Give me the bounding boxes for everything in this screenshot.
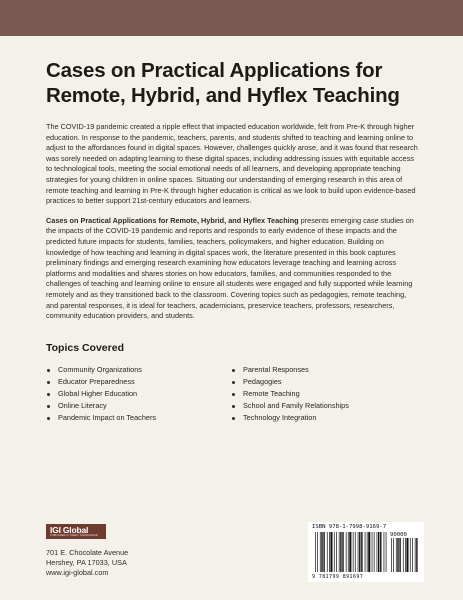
barcode-bar — [367, 532, 368, 572]
barcode-bar — [393, 538, 394, 572]
topic-item: Pedagogies — [231, 376, 349, 388]
barcode-bar — [317, 532, 318, 572]
description-paragraph-2-text: presents emerging case studies on the impacts of the COVID-19 pandemic and reports and responds to early evidence of these impacts and the predicted future impacts for students, families, teachers, policymakers, and higher education. Building on knowledge of how teaching and learning in digital spaces work, the literature presented in this book captures preliminary findings and emerging research examining how educators leverage teaching and learning across platforms and modalities and shares stories on how educators, families, and communities responded to the challenges of teaching and learning online to ensure all students were engaged and fully supported while learning remotely and as they transitioned back to the classroom. Covering topics such as pedagogies, remote teaching, and parental responses, it is ideal for teachers, academicians, preservice teachers, professors, researchers, community education providers, and students. — [46, 215, 414, 321]
address-line-2: Hershey, PA 17033, USA — [46, 558, 127, 567]
address-line-1: 701 E. Chocolate Avenue — [46, 548, 129, 557]
topic-item: Remote Teaching — [231, 388, 349, 400]
barcode-bar — [334, 532, 335, 572]
topics-column-2 — [231, 364, 349, 424]
topic-item: Online Literacy — [46, 400, 231, 412]
barcode-bar — [406, 538, 408, 572]
barcode-bar — [320, 532, 321, 572]
publisher-logo-text: IGI Global — [50, 525, 89, 535]
barcode-bar — [361, 532, 362, 572]
barcode-bar — [416, 538, 417, 572]
topic-item: School and Family Relationships — [231, 400, 349, 412]
barcode-bar — [327, 532, 328, 572]
barcode-bar — [399, 538, 400, 572]
price-code: 90000 — [390, 532, 407, 538]
barcode-digits: 9 781799 891697 — [312, 574, 364, 580]
isbn-barcode — [308, 522, 424, 582]
topic-item: Community Organizations — [46, 364, 231, 376]
barcode-bar — [348, 532, 349, 572]
topic-item: Parental Responses — [231, 364, 349, 376]
topic-item: Pandemic Impact on Teachers — [46, 412, 231, 424]
barcode-bar — [358, 532, 359, 572]
barcode-bar — [410, 538, 411, 572]
barcode-bar — [323, 532, 324, 572]
barcode-bar — [346, 532, 347, 572]
barcode-bar — [355, 532, 356, 572]
barcode-bar — [384, 532, 385, 572]
publisher-logo — [46, 524, 106, 539]
barcode-bar — [329, 532, 330, 572]
barcode-bar — [330, 532, 332, 572]
description-paragraph-2 — [46, 216, 418, 322]
barcode-bar — [396, 538, 397, 572]
publisher-logo-tagline: PUBLISHER of TIMELY KNOWLEDGE — [50, 534, 98, 537]
barcode-bar — [321, 532, 322, 572]
description-paragraph-1: The COVID-19 pandemic created a ripple effect that impacted education worldwide, felt from Pre-K through higher education. In response to the pandemic, teachers, parents, and students shifted to teaching and learning online to adjust to the affordances found in digital spaces. However, challenges quickly arose, and it was found that research was sorely needed on adapting learning to these digital spaces, including addressing issues with equitable access to technological tools, meeting the social emotional needs of all learners, and developing appropriate teaching strategies for young children in online spaces. Situating our understanding of emerging research in this area of remote teaching and learning in Pre-K through higher education is critical as we look to build upon evidence-based practices to better support 21st-century educators and learners. — [46, 122, 418, 206]
isbn-number: ISBN 978-1-7998-9169-7 — [312, 524, 387, 530]
book-title: Cases on Practical Applications for Remote, Hybrid, and Hyflex Teaching — [46, 59, 400, 107]
barcode-bar — [412, 538, 413, 572]
barcode-bar — [391, 538, 392, 572]
barcode-bar — [372, 532, 373, 572]
barcode-bar — [365, 532, 366, 572]
barcode-bar — [340, 532, 341, 572]
barcode-bar — [374, 532, 375, 572]
publisher-website: www.igi-global.com — [46, 568, 109, 577]
topics-list — [46, 364, 418, 424]
book-title-inline: Cases on Practical Applications for Remote, Hybrid, and Hyflex Teaching — [46, 215, 299, 225]
barcode-bar — [377, 532, 378, 572]
barcode-bars-icon — [311, 532, 421, 574]
barcode-bar — [386, 532, 387, 572]
topics-heading: Topics Covered — [46, 341, 124, 354]
barcode-bar — [315, 532, 316, 572]
barcode-bar — [349, 532, 351, 572]
barcode-bar — [378, 532, 379, 572]
top-color-band — [0, 0, 463, 36]
barcode-bar — [403, 538, 404, 572]
barcode-bar — [342, 532, 343, 572]
barcode-bar — [380, 532, 381, 572]
barcode-bar — [368, 532, 370, 572]
barcode-bar — [405, 538, 406, 572]
topics-column-1 — [46, 364, 231, 424]
barcode-bar — [336, 532, 337, 572]
barcode-bar — [415, 538, 416, 572]
barcode-bar — [339, 532, 340, 572]
topic-item: Educator Preparedness — [46, 376, 231, 388]
back-cover-content — [46, 58, 418, 424]
barcode-bar — [353, 532, 354, 572]
barcode-bar — [397, 538, 398, 572]
topic-item: Global Higher Education — [46, 388, 231, 400]
publisher-address — [46, 548, 128, 578]
topic-item: Technology Integration — [231, 412, 349, 424]
barcode-bar — [359, 532, 360, 572]
